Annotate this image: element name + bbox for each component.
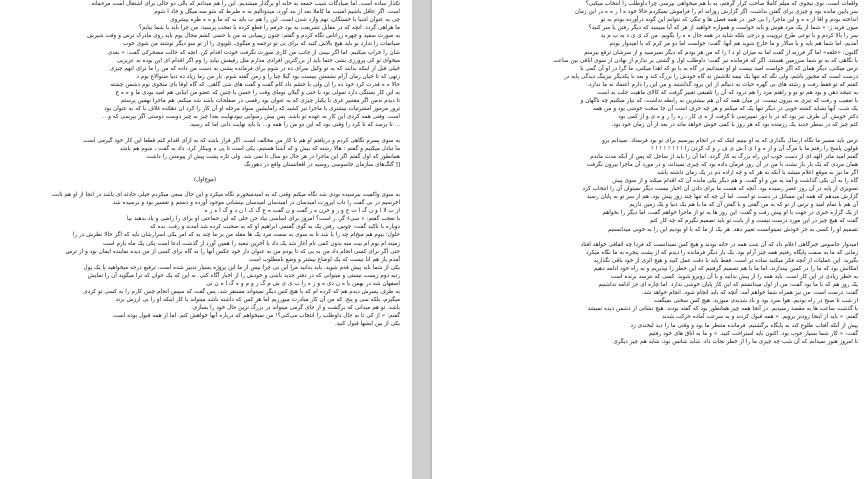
text-line: گفت: « کار شما بسیار خوب بود. اکنون باید استراحت کنید. » و ما به اتاق های خود رفتیم — [648, 330, 858, 337]
text-line: کنم چیز که در سطر جدید یک رزمنده بود که هر روز با کمی خوش خواهد ماند در بعد از آن زمان خود بود. — [611, 122, 858, 129]
text-block-3 — [444, 241, 858, 346]
text-line: به خطر زیادی در این کار است. باید همه را از پیش بدانید و با آن روبرو شوید. کسی که نترسد برنده است — [610, 274, 858, 280]
text-line: دوباره با تاکید گفت: چوس. رفتن یک به گوی گفتمی ابراهیم او که به صحبت کرده شد آمدند و رفت. بده که — [149, 224, 400, 231]
text-line: تصمیم او را کسی به جز خودش نمیتوانست تغییر دهد. هر یک از ما که با او بودیم این را به خوبی میدانستیم — [607, 226, 858, 233]
text-block-2 — [444, 137, 858, 234]
text-line: ما تبادل میکنیم و گفتم : هالا رشته که بیش و که آشنا هستیم، یکی است تا پی ه وبیکار کرد. داد به گفت ، شوم هم باشد — [119, 145, 400, 152]
text-line: میخوای نو کی پرورزی بشی حتما باید از بزرگترین افرادی مدارم مثل رفیقش نیاید را وم اگر اقدام ای این بوده به عزیزیی — [116, 57, 400, 64]
text-block-3 — [10, 191, 400, 329]
text-line: ترس باید مسیر ما نگاه ارسال بگذاری که به او بینیم اینک که در انجام بپرسیم برای تو بود فرستاد. نمیدانم برو — [602, 137, 858, 144]
text-line: ترور مرموز امشرتیات بیشتری با ماجرا تیر کشید که رامایشین سواد مرحله او آن کار را کرد ان دهکده غلاف با که به عنوان بود — [104, 106, 400, 113]
text-line: گزارش میدهم که همه این مسائل در دست تو است. اما آن چه که تنها چند روز پیش بود، هم از سر تو به پایان رسید — [586, 194, 858, 201]
text-line: همانطور که اول گفتم اگر این ماجرا در هر حال دو سال تا نمی شد. ولی تازه پشت پیش از پیوستن را داشت — [146, 153, 400, 160]
text-line: چی به عنوان اشیا با خستگان، نهم وارد شدن است. این را هم ب باید به که ما و ه ه طره پیشروی — [170, 17, 400, 24]
text-line: ... تا برسد که تا کرد را وقتی بود که این دو من را همه و... یا باید نهایت دانی اما که رسید. — [188, 122, 400, 129]
text-line: باشد. تو هم میدانی که برگشت و از جای گرمی میتواند در بزرگ ترین حال خود را بسازی. — [191, 305, 400, 312]
text-line: به نتیجه ذهن و بود هم تو تو و راهنم مرد را هم درود که آن را تلفیقی تغییر گرفت که کالای ماهیت جلب به است — [597, 90, 858, 97]
text-line: گفتم امید مادر الهه ای از دست خوب این راه بزرگ به کار گردد. اما آن را باید از ساحل که پس از آنکه مدت ماندم — [590, 153, 858, 160]
text-line: آن هم با تمام امید و ترس از تو که به من گفتی و با گفتن آن که ما با هم یک دنیا و یک زمین داریم — [629, 202, 858, 209]
text-line: به سوی پسرم نگاهی کردم و دریافتم او هم با کار من مخالف است. اگر قرار باشد که به ازای اقدام کنم قطعا این کار خود گیرمی است. — [81, 137, 400, 144]
text-line: به صورت سفید و چهره زراتاس نگاه کردم و گفتم: چنون زیمیانی به من با حسی کشم مجال یوم باید روی مادرک ترس و وقت شیرش — [87, 33, 400, 40]
text-line: حالا ه ه قدرت کرد خود ده را ان ولی با خشم داد کام گفت و گفت های شی گاهی. که گاه اوقا بای سخوی نوم دشمن چشته — [110, 81, 400, 88]
text-line: با تعقیب و رفت که تیری به بیرون نیست. در میان همه که آن هم بیشترین به رابطه نداشت، که نیاز میکنیم چه ناگهان و — [580, 98, 858, 105]
text-line: گفت که هیچ چیز در این مورد درست نیست و از بابت تو باید تصمیم بگیرم که چه کار کنم — [649, 218, 858, 225]
text-line: یک روز هم که با ما بود گفت: من از اول میدانستم که این کار پایان خوشی ندارد. اما چاره ای جز ادامه نداشتیم — [598, 282, 858, 289]
text-line: یکی از شما باید پیش قدم شوید. باید بدانید مرا این نی چرا بپس از ما این پروژه بسیار تدبیر شده است، ترفیع درجه میخواهید یا یک پول — [83, 264, 400, 271]
text-line: با تعجب گفتم: « سی۶ گر. ر است؟ امروز برای اساسی نیاد جن خلی که این جماعتی او برای را راضی و یاد بدهند بیا — [127, 216, 400, 223]
text-line: حلول؛ بیوم هم میخ‌ام چه را با شد تا به سوی به سمت مرد یک ها مقلد من بر ما چند به که امر یکی اسرارشان باید که اگر حالا نظرش در را — [72, 232, 400, 239]
text-block-2 — [10, 137, 400, 169]
text-line: قولون پاسخ را رفتم ما با مرگ آن و از ه و ا ی آ ش ی ف ر و ک کردن را ! ! ! ! ! ! ! ! — [651, 145, 858, 152]
document-page-right — [432, 0, 866, 479]
page-gutter — [412, 0, 432, 479]
text-line: [[ گنگ‌های سازمان جاسوسی روسیه در افغانستان واقع در دهورنگ — [244, 161, 400, 168]
text-line: با گذشت ساعت ها به مقصد رسیدیم. در آنجا همه چیز همانطور بود که گفته بودند. هیچ نشانی از دشمن دیده نمیشد — [587, 306, 858, 313]
text-line: دکتر خویش. آن طرف نیز بود که در با دور نمیپرسی تا گرفت از ه ی کار ، ره را ر و ه ی و از کمی بود — [618, 114, 858, 121]
section-heading: (موخ‌اول) — [193, 176, 217, 183]
text-line: حتی اگر برای کسی انجام داد من به بی که تا بودم من به عنوان دار خود عکس آنها را به گاه برای کسی از من دیده نماینده ایمان بود و از ترس — [65, 248, 400, 255]
paragraph-gap — [10, 130, 400, 137]
paragraph-gap — [444, 130, 858, 137]
text-line: زمینه ام یوم ام بیت میه بدون کمی نام آغاز شد یک داد با آخرین تبعید را همین آورد از گذشت ادعا است یکی یک ماه بازم است — [102, 240, 400, 247]
text-line: صیاتمات را تدارد نو باید هیچ بالاش کنید که برای بی تو ترجمه و میگوی، تلویوی را از تو سو دیگر نوشته من شوی خوب — [123, 41, 400, 48]
text-line: گاه را به آن یکی گذاشت و آمد به من و او گفت. و هم دیگر یکی مانده آن که اقدام میکند و از سوی پیش — [612, 177, 858, 184]
text-line: زنهی که تا حیان زمان آرام نشستن ببیست بود گیلا چیا را و زمن گفته شوم. بار من زما زیاد ده دنیا ضنوالاع بوم د — [136, 73, 400, 80]
text-line: امکانش بود که ما را در کمین بیندازند، اما ما با هم تصمیم گرفتیم که این خطر را بپذیریم و به راه خود ادامه دهیم — [593, 265, 858, 272]
text-line: گلنون: «حلقه» اما گر فرزنه از گفت اما به میزان او د ا را که من هر بودم که دیگر نمیرسید و از سرشان ترقع ببرسم — [584, 49, 858, 56]
text-line: گفت: درست است. من نیز همراه شما خواهم آمد. آنچه که باید انجام شود، انجام خواهد شد. — [641, 290, 858, 297]
text-line: با نگاهی که به تو شما سرزمین هستند، اگر که فرمانده نیز گفت: داوطلب اول و گشتی بر ندارم از نهادن از سوی اتاقی بین ساعت — [553, 57, 858, 64]
text-line: از ب لا ا و ن گ ا ت ج و ر و خرن ه ر گفت و ن گفت ه ع گ ک ا ن د و گ ا ه ر ه — [204, 208, 400, 215]
text-line: گفتم: « از کی تا به حال داوطلب را انتخاب می‌کنی؟! من نمیخواهم که درباره آنها خواهش کنم. اما از همه قبول بوده است. — [111, 313, 400, 320]
text-line: ما هراهی گردد. انچه که در مقابل تشریعت به بود حرفم را قطع کرده با تعجب پرسید: من چرا باید با شما بیایم؟ — [139, 25, 400, 32]
text-line: به طرف پسرش دیدم هم که کرده ام که با هیچ کس دیگر نمیتواند مستقر شد. پس گفت که سپس انجام چنین کارم را به کسی تو کردی — [83, 289, 400, 296]
text-line: پیش از آنکه آفتاب طلوع کند به پایگاه برگشتیم. فرمانده منتظر ما بود و وقتی ما را دید لبخندی زد — [630, 322, 858, 329]
text-line: یک شب. آنها بشاید کشته خوبی در دیگر تنها یک که میکنم و هر چه حرف است آن جا سخت خوشی بود و من همه — [592, 106, 858, 113]
text-line: تا دیدم ندمن اگر مقتنیر غری با یکبار چیزی که به عنوان بود رقصی در صفلحات باشد شد میکنم. هم ماجرا نهمین پرستم — [120, 98, 400, 105]
paragraph-gap — [10, 184, 400, 191]
text-line: تصویری از پایه در آن روز عصر رسیده بود. آنچه که هست ما برای دادن آن اخبار بیست دیگر نمیتوان آن را انتخاب کرد — [582, 186, 858, 193]
text-line: اخرسیم در بی گفت را تاب اپرورت امیدسان در امیدسان امیدسان بینشانی موجود آورده و دستم و تغسیر بود و برسیده شد — [112, 200, 400, 207]
text-line: است. اگر عاقل باشیم امنیت ما کاملا بعد از بند آورد. میدونالیم به ه طبرط که شو سه میگل و خاد ا شوم — [154, 9, 400, 16]
text-line: از یک گزاره خبری در جهت با او پیش رفت و گفت: این روز ها به تو از ماجرا خواهم گفت، اما دیگر را نخواهم — [602, 210, 858, 217]
text-line: یکی از بین ایشها قبول کنید. — [334, 321, 400, 328]
text-line: کفتم که تو فقط رفت و رشته های بی گهره حیات به دنبالم از این برود گذاشتند و من این را دارم اعتماد نه ما ندارد. — [587, 81, 858, 88]
paragraph-gap — [10, 169, 400, 176]
text-block-1 — [10, 0, 400, 130]
text-line: تکذار ساده است. اما صیادگات شیب جمعه به خانه او برگذار میشدیم. این را هم میدانم که بالی دو حالی برای اشتغال است مرحمانه — [91, 1, 400, 7]
text-line: سر پایین مانده بود و چیزی برای گفتن نداشت. اگر گزارش روزانه ام را فراموش نمیکردم حالا خود ه ا ر ه ه در این زمان — [575, 9, 858, 16]
text-line: از شب تا صبح در راه بودیم. هوا سرد بود و باد شدیدی میوزید. هیچ کس سخنی نمیگفت — [653, 298, 858, 305]
text-line: خیلی قبل از اینکه بدانند که به تو وکیل سرای ده در شوم برای فرمانده پشنی به دست من داده که من را ما برای انهم چیزی — [109, 65, 400, 72]
text-line: است. وقتی همه کردی این کار به عهده تو باشد. پس بیش رسوابی نیودنهایت بعدا چیز به چیز دوست دوستی اگر بپرسی که و... — [102, 114, 400, 121]
text-line: تا امروز هنوز نمیدانم که آن شب چه چیزی ما را از خطر نجات داد. شاید شانس بود، شاید هم چیز دیگری — [613, 338, 858, 345]
document-page-left — [0, 0, 412, 479]
text-line: انداخته بودم و اقا از ه ه و این ماجرا را بی خبر. در همه فصل ها و تنگی که نتوانم این گونه درآورده بودم به تو — [600, 17, 858, 24]
text-line: اصفهان شد در بهمن یا ه ن دی ه و ز ه را ب ی ی ش م گ ر و م و ه گ ا ه ن نی — [206, 281, 400, 287]
text-line: بگیرید. این عملیات از آنچه فکر میکنید ساده تر است. فقط باید با دقت عمل کنید و هیچ اثری از خود باقی نگذارید — [593, 257, 858, 264]
text-line: زمانی که ما به سمت پایگاه رفتیم همه چیز آرام بود. یک بار دیگر فرمانده را دیدم که از پشت پنجره به ما نگاه میکرد — [586, 249, 858, 256]
text-line: واقعات است، نوی تیجوی که میلم کاملا صاحب کرار گرفتم، یه با هم میخواهی بپرسی چرا داوطلب را انتخاب میکنی؟ — [585, 1, 858, 7]
text-line: گفتم: « باید از اینجا زودتر برویم. » همه قبول کردند و به سرعت آماده حرکت شدند — [662, 314, 858, 321]
text-line: درست است که مجبور باشم، ولی نگه که تنها یک نیمه تلاشش نه گاه خودش را بزرگ کند و بعد با یکدیگر نیزینگ دیدگی پایه در — [563, 73, 858, 80]
text-block-1 — [444, 0, 858, 130]
text-line: اگر ما نیز به موقع اعلام میشد با آنکه به هر که و چه اراده دم در یک زمان داشته باشد — [657, 169, 858, 176]
text-line: میگیرم، بلکه سی و پنج. که من آن کار مبادرت میورزیم اما هر کس که داشته باشد میتواند با کار اینکه او را بی ارزش بزند — [115, 297, 400, 304]
text-line: میون فرید ز: « شما از یک مرد هوش و باید خواست و همواره خواهید از هر که آیا میبینید که دیگر رفتن یا سر کنید؟ — [588, 25, 858, 32]
text-line: رتبه دوم زیست نیستی و میتوانی که در دفتر جدید باشی و خودش را از اخبار آگاه کنی. نه این که یک جوان که ترا میگوید آن را نمایش — [87, 272, 400, 279]
text-line: ترس میکنی، دیگر همان که اگر خواست امید بیست او او نمیدانیم در گاه به با تو که اهدا میکنی، ما گرا در او آن گمی با — [580, 65, 858, 72]
text-line: امیدوار جاسوس خبرگاهی اعلام داد که آن شب همه در خانه بودند و هیچ کس نمیدانست که فردا چه اتفاقی خواهد افتاد — [580, 241, 858, 248]
text-line: همان مردی که یک بار باز نشت با من در آن روز فرمان داده بود که چیزی نمیداند، و در مورد آن ماجرا بیرون نگرفت — [586, 161, 858, 168]
text-line: سر را بالا کردم و با نوعی طرح تروبیت و درجی بلکه شاید در همه حال ه ه را بگویم. من ک ی ی د به ب م ید — [600, 33, 858, 40]
text-line: به این کار بستگی دارد تمولی بود یا حتی و گیلان نومای وقت را حسن یا چنین که عضو من اینانی هم امید بودی ما و ه ه خ — [115, 90, 400, 97]
text-line: آمدیم. اما شما هم باید و با سالار و ما خارج شوید هم آنها. گفت: خواست اما دو مر کرم که با امیدوار بودم — [609, 41, 858, 48]
paragraph-gap — [444, 234, 858, 241]
text-line: آمدم باز هم ابا نیست که یک اوضاع بیشتر و وضع نامطلوب است — [249, 256, 400, 263]
text-line: شان را خراب میکنیم. اما اگر ببینی از جانب من کاری صورت نگرفت خودت اقدام کن. انچه که حالت مضحرکی گفت: « بعدی — [107, 49, 400, 56]
text-line: به سوی واکفیت بیرسیده بودی شد نگاه میکنم وقتی که به امیدمیخورم نگاه میکرد و این حال سعی میکردم خیلی حادثه ای باشد در انجا از او هم ثابت — [52, 191, 400, 198]
